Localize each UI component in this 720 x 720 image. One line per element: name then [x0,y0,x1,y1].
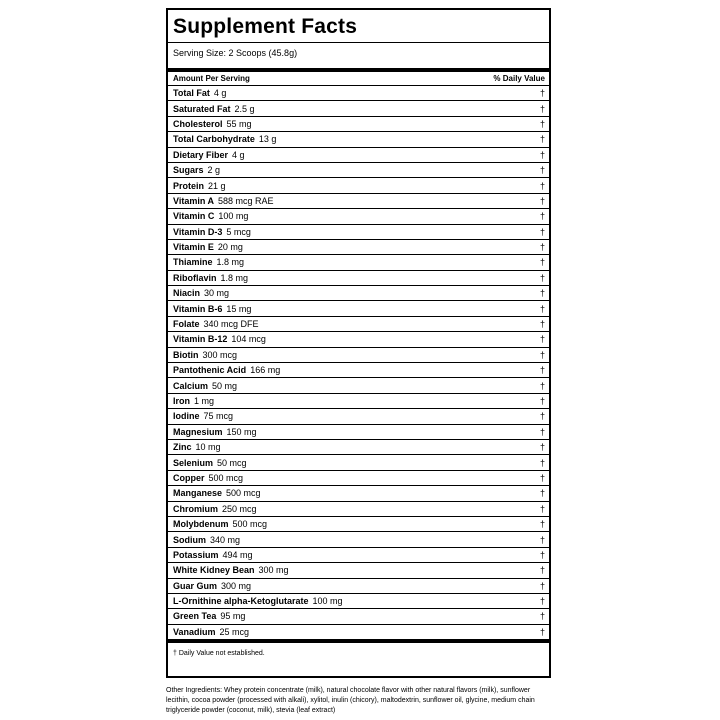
nutrient-name: Green Tea [173,611,217,622]
daily-value-dagger: † [539,349,545,360]
nutrient-amount: 340 mcg DFE [203,319,259,330]
nutrient-label [173,350,237,360]
nutrient-row [168,471,549,486]
nutrient-amount: 15 mg [226,303,252,314]
nutrient-label [173,627,249,637]
nutrient-label [173,458,247,468]
nutrient-amount: 13 g [258,134,277,145]
nutrient-name: Calcium [173,380,209,391]
nutrient-label [173,596,343,606]
daily-value-dagger: † [539,88,545,99]
nutrient-label [173,581,251,591]
nutrient-row [168,209,549,224]
nutrient-amount: 500 mcg [208,472,244,483]
nutrient-label [173,134,276,144]
daily-value-dagger: † [539,365,545,376]
nutrient-name: Total Carbohydrate [173,134,255,145]
nutrient-amount: 10 mg [195,442,221,453]
nutrient-label [173,196,274,206]
nutrient-name: Chromium [173,503,218,514]
nutrient-label [173,535,240,545]
nutrient-name: Riboflavin [173,272,217,283]
nutrient-amount: 300 mcg [202,349,238,360]
daily-value-dagger: † [539,165,545,176]
nutrient-amount: 75 mcg [203,411,234,422]
daily-value-label: % Daily Value [493,74,545,83]
nutrient-label [173,611,245,621]
daily-value-dagger: † [539,519,545,530]
nutrient-row [168,86,549,101]
nutrient-row [168,194,549,209]
nutrient-label [173,565,289,575]
daily-value-dagger: † [539,211,545,222]
nutrient-amount: 100 mg [218,211,249,222]
nutrient-row [168,132,549,147]
nutrient-row [168,178,549,193]
nutrient-amount: 4 g [232,149,245,160]
daily-value-dagger: † [539,442,545,453]
nutrient-name: Manganese [173,488,223,499]
nutrient-row [168,348,549,363]
nutrient-amount: 500 mcg [226,488,261,499]
daily-value-dagger: † [539,134,545,145]
nutrient-amount: 300 mg [221,580,252,591]
nutrient-name: White Kidney Bean [173,565,255,576]
nutrient-name: Sodium [173,534,206,545]
nutrient-amount: 300 mg [258,565,289,576]
daily-value-dagger: † [539,334,545,345]
nutrient-amount: 20 mg [217,242,243,253]
nutrient-name: Biotin [173,349,199,360]
nutrient-row [168,455,549,470]
nutrient-amount: 100 mg [312,596,343,607]
nutrient-row [168,240,549,255]
nutrient-label [173,181,226,191]
nutrient-row [168,225,549,240]
nutrient-name: Folate [173,319,200,330]
nutrient-name: L-Ornithine alpha-Ketoglutarate [173,596,309,607]
daily-value-dagger: † [539,149,545,160]
nutrient-amount: 4 g [213,88,227,99]
column-header [168,72,549,86]
nutrient-name: Protein [173,180,205,191]
nutrient-amount: 104 mcg [231,334,266,345]
nutrient-amount: 1.8 mg [216,257,245,268]
nutrient-name: Zinc [173,442,192,453]
nutrient-label [173,488,261,498]
nutrient-row [168,394,549,409]
nutrient-name: Total Fat [173,88,210,99]
nutrient-row [168,502,549,517]
nutrient-row [168,271,549,286]
nutrient-row [168,563,549,578]
daily-value-dagger: † [539,565,545,576]
daily-value-dagger: † [539,488,545,499]
nutrient-row [168,301,549,316]
nutrient-row [168,409,549,424]
daily-value-dagger: † [539,303,545,314]
nutrient-row [168,579,549,594]
nutrient-amount: 494 mg [222,549,253,560]
daily-value-dagger: † [539,118,545,129]
daily-value-dagger: † [539,503,545,514]
daily-value-dagger: † [539,596,545,607]
nutrient-name: Iron [173,396,190,406]
nutrient-label [173,473,243,483]
nutrient-label [173,119,252,129]
nutrient-row [168,609,549,624]
daily-value-dagger: † [539,411,545,422]
nutrient-label [173,442,221,452]
daily-value-dagger: † [539,626,545,637]
nutrient-amount: 95 mg [220,611,246,622]
nutrient-name: Vitamin C [173,211,215,222]
nutrient-amount: 30 mg [204,288,230,299]
daily-value-dagger: † [539,549,545,560]
nutrient-label [173,273,248,283]
nutrient-row [168,286,549,301]
nutrient-label [173,319,259,329]
serving-size: Serving Size: 2 Scoops (45.8g) [168,42,549,68]
nutrient-amount: 25 mcg [219,626,250,637]
nutrient-name: Copper [173,472,205,483]
nutrient-name: Dietary Fiber [173,149,229,160]
nutrient-row [168,163,549,178]
daily-value-dagger: † [539,380,545,391]
daily-value-dagger: † [539,426,545,437]
nutrient-name: Thiamine [173,257,213,268]
daily-value-dagger: † [539,396,545,406]
nutrient-name: Niacin [173,288,201,299]
daily-value-dagger: † [539,288,545,299]
daily-value-dagger: † [539,257,545,268]
nutrient-name: Cholesterol [173,118,223,129]
nutrient-amount: 500 mcg [232,519,268,530]
nutrient-label [173,334,266,344]
nutrient-row [168,594,549,609]
nutrient-label [173,365,280,375]
daily-value-dagger: † [539,611,545,622]
nutrient-name: Guar Gum [173,580,218,591]
daily-value-dagger: † [539,457,545,468]
nutrient-name: Pantothenic Acid [173,365,247,376]
nutrient-row [168,486,549,501]
footnote: † Daily Value not established. [173,650,265,658]
nutrient-row [168,255,549,270]
nutrient-name: Vitamin D-3 [173,226,223,237]
nutrient-row [168,101,549,116]
nutrient-name: Magnesium [173,426,223,437]
daily-value-dagger: † [539,180,545,191]
daily-value-dagger: † [539,272,545,283]
nutrient-amount: 55 mg [226,118,252,129]
nutrient-row [168,440,549,455]
nutrient-amount: 1.8 mg [220,272,249,283]
nutrient-row [168,332,549,347]
daily-value-dagger: † [539,195,545,206]
nutrient-label [173,411,233,421]
nutrient-row [168,548,549,563]
nutrient-row [168,517,549,532]
nutrient-label [173,550,253,560]
nutrient-label [173,104,255,114]
nutrient-row [168,532,549,547]
nutrient-row [168,148,549,163]
nutrient-amount: 150 mg [226,426,257,437]
nutrient-row [168,363,549,378]
nutrient-label [173,396,214,406]
nutrient-name: Sugars [173,165,204,176]
nutrient-list [168,86,549,640]
other-ingredients: Other Ingredients: Whey protein concentrate (milk), natural chocolate flavor with other natural flavors (milk), sunflower lecithin, cocoa powder (processed with alkali), xylitol, inulin (chicory), maltodextrin, sunflower oil, glycine, medium chain triglyceride powder (coconut, milk), stevia (leaf extract) [166,687,535,714]
supplement-facts-panel [166,8,551,678]
nutrient-amount: 588 mcg RAE [218,195,274,206]
nutrient-name: Iodine [173,411,200,422]
daily-value-dagger: † [539,242,545,253]
nutrient-label [173,88,226,98]
nutrient-name: Saturated Fat [173,103,231,114]
nutrient-label [173,519,267,529]
nutrient-row [168,378,549,393]
daily-value-dagger: † [539,472,545,483]
nutrient-label [173,504,257,514]
nutrient-name: Molybdenum [173,519,229,530]
nutrient-amount: 21 g [208,180,226,191]
nutrient-row [168,425,549,440]
nutrient-label [173,242,243,252]
nutrient-amount: 50 mcg [217,457,247,468]
nutrient-name: Potassium [173,549,219,560]
nutrient-label [173,257,244,267]
nutrient-amount: 2.5 g [234,103,255,114]
nutrient-amount: 166 mg [250,365,281,376]
nutrient-label [173,304,251,314]
nutrient-label [173,381,237,391]
daily-value-dagger: † [539,103,545,114]
nutrient-label [173,227,251,237]
daily-value-dagger: † [539,580,545,591]
nutrient-name: Vitamin B-6 [173,303,223,314]
daily-value-dagger: † [539,226,545,237]
nutrient-amount: 2 g [207,165,221,176]
nutrient-label [173,427,257,437]
amount-per-serving-label: Amount Per Serving [173,74,250,83]
nutrient-name: Vitamin E [173,242,214,253]
daily-value-dagger: † [539,319,545,330]
panel-title: Supplement Facts [173,15,358,38]
nutrient-name: Selenium [173,457,214,468]
nutrient-label [173,211,248,221]
nutrient-row [168,625,549,640]
nutrient-row [168,117,549,132]
nutrient-amount: 5 mcg [226,226,251,237]
nutrient-label [173,288,229,298]
nutrient-amount: 340 mg [210,534,241,545]
nutrient-amount: 50 mg [212,380,238,391]
nutrient-name: Vitamin B-12 [173,334,228,345]
nutrient-amount: 1 mg [194,396,215,406]
nutrient-amount: 250 mcg [222,503,257,514]
nutrient-name: Vitamin A [173,195,215,206]
nutrient-row [168,317,549,332]
nutrient-label [173,150,245,160]
nutrient-name: Vanadium [173,626,216,637]
daily-value-dagger: † [539,534,545,545]
nutrient-label [173,165,220,175]
